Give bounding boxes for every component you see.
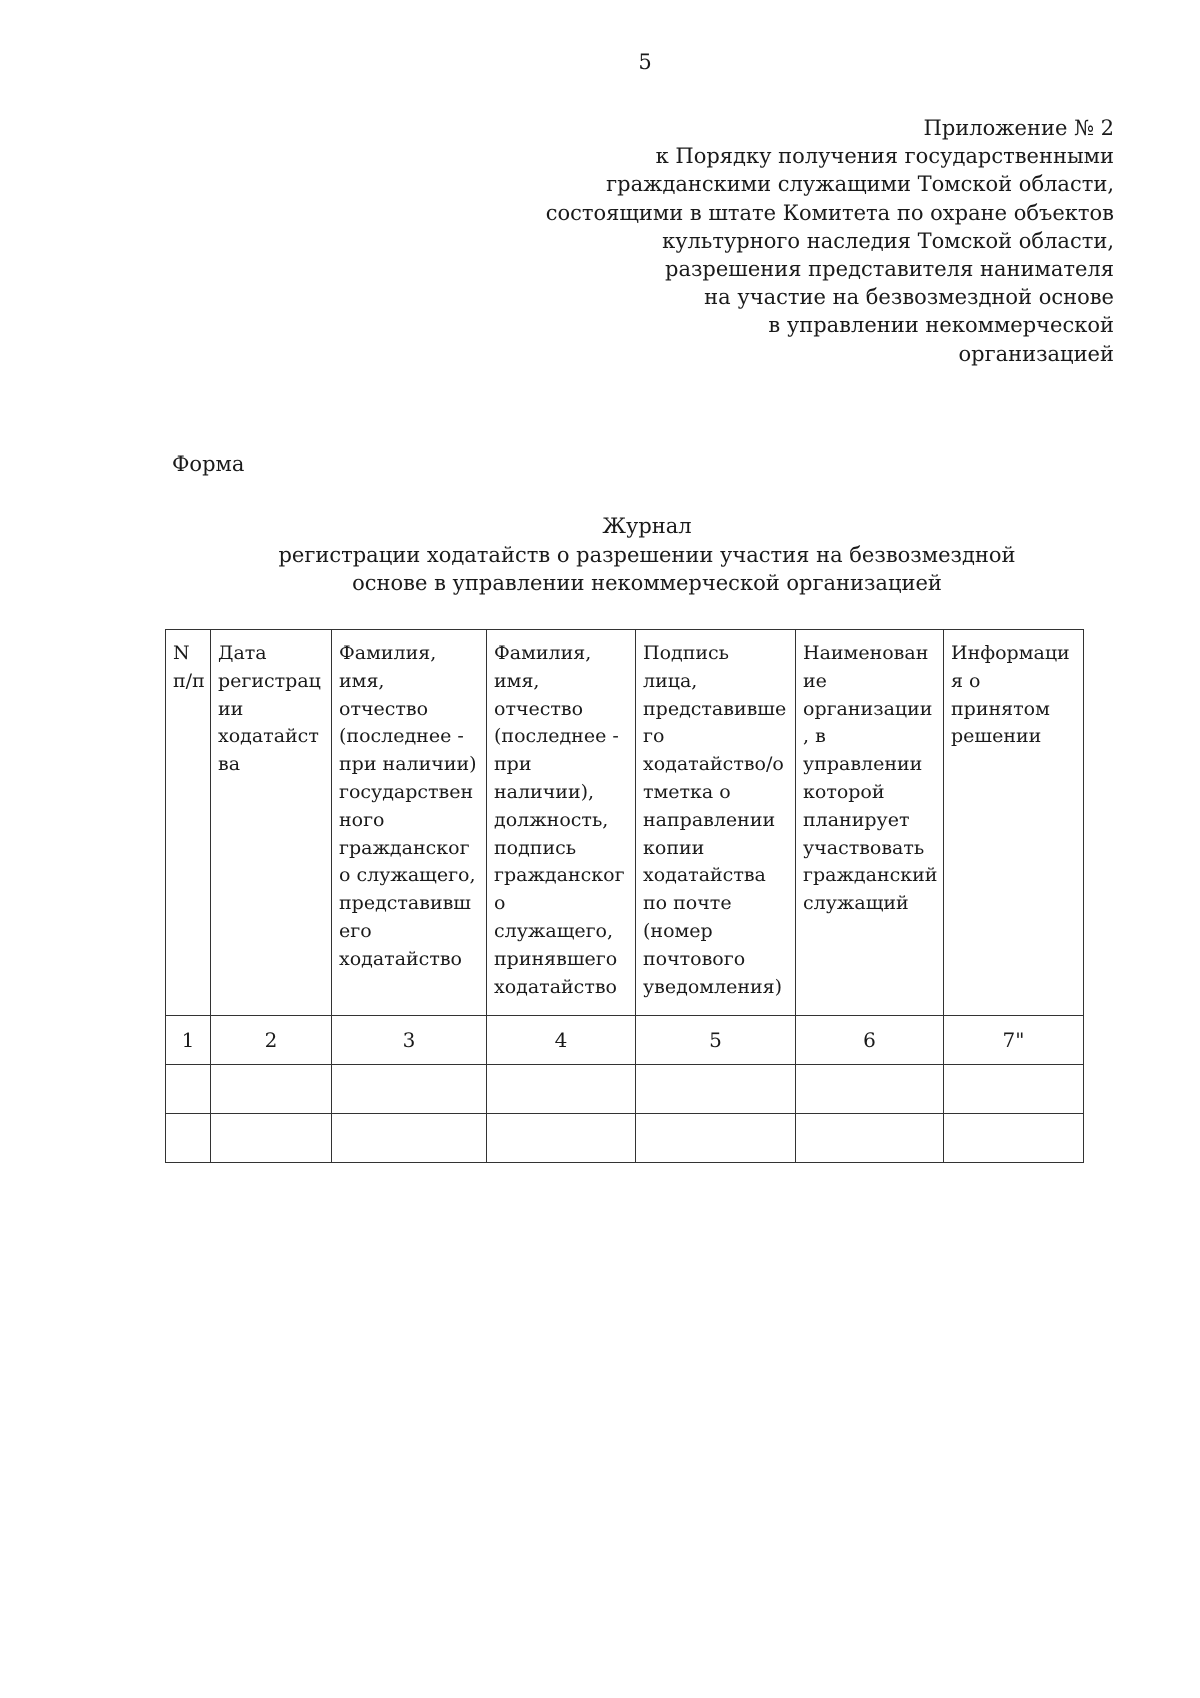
- table-row: [166, 1114, 1084, 1163]
- page-number: 5: [638, 50, 652, 74]
- appendix-line: к Порядку получения государственными: [655, 144, 1114, 169]
- journal-title-line: регистрации ходатайств о разрешении участия на безвозмездной: [278, 542, 1016, 567]
- table-cell[interactable]: [166, 1065, 211, 1114]
- table-cell[interactable]: [332, 1114, 487, 1163]
- table-cell[interactable]: [636, 1114, 796, 1163]
- column-number-cell: 3: [332, 1016, 487, 1065]
- journal-title-line: основе в управлении некоммерческой организацией: [352, 571, 942, 595]
- appendix-line: разрешения представителя нанимателя: [665, 257, 1114, 282]
- table-header-row: [166, 630, 1084, 1016]
- form-label: Форма: [172, 452, 245, 476]
- registration-table: [165, 629, 1084, 1163]
- header-cell-decision: [944, 630, 1084, 1016]
- table-cell[interactable]: [487, 1065, 636, 1114]
- table-cell[interactable]: [944, 1114, 1084, 1163]
- appendix-line: Приложение № 2: [923, 116, 1114, 140]
- table-cell[interactable]: [211, 1065, 332, 1114]
- header-text: Дата регистрац ии ходатайст ва: [218, 642, 321, 776]
- appendix-line: гражданскими служащими Томской области,: [606, 172, 1114, 197]
- appendix-line: в управлении некоммерческой: [768, 313, 1114, 338]
- table-cell[interactable]: [944, 1065, 1084, 1114]
- table-cell[interactable]: [166, 1114, 211, 1163]
- table-row: [166, 1065, 1084, 1114]
- column-number-cell: 4: [487, 1016, 636, 1065]
- column-number-cell: 6: [796, 1016, 944, 1065]
- column-number-cell: 1: [166, 1016, 211, 1065]
- journal-title: [172, 512, 1122, 598]
- header-cell-signature: [636, 630, 796, 1016]
- appendix-line: культурного наследия Томской области,: [662, 228, 1114, 253]
- table-cell[interactable]: [796, 1065, 944, 1114]
- header-text: N п/п: [173, 642, 205, 692]
- header-cell-receiver-name: [487, 630, 636, 1016]
- table-cell[interactable]: [487, 1114, 636, 1163]
- appendix-line: состоящими в штате Комитета по охране объектов: [545, 200, 1114, 225]
- header-text: Фамилия, имя, отчество (последнее - при наличии), должность, подпись гражданског о служащего, принявшего ходатайство: [494, 642, 625, 998]
- column-number-cell: 2: [211, 1016, 332, 1065]
- header-text: Информаци я о принятом решении: [951, 642, 1070, 748]
- appendix-line: на участие на безвозмездной основе: [704, 285, 1114, 310]
- header-cell-organization: [796, 630, 944, 1016]
- appendix-block: [414, 114, 1114, 368]
- table-cell[interactable]: [796, 1114, 944, 1163]
- header-cell-registration-date: [211, 630, 332, 1016]
- table-cell[interactable]: [332, 1065, 487, 1114]
- header-text: Подпись лица, представивше го ходатайство/о тметка о направлении копии ходатайства по почте (номер почтового уведомления): [643, 642, 787, 998]
- header-cell-applicant-name: [332, 630, 487, 1016]
- column-number-row: [166, 1016, 1084, 1065]
- table-cell[interactable]: [211, 1114, 332, 1163]
- header-cell-number: [166, 630, 211, 1016]
- column-number-cell: 5: [636, 1016, 796, 1065]
- table-cell[interactable]: [636, 1065, 796, 1114]
- appendix-line: организацией: [958, 341, 1114, 366]
- header-text: Наименован ие организации , в управлении которой планирует участвовать гражданский служащий: [803, 642, 938, 915]
- journal-title-line: Журнал: [602, 514, 692, 538]
- header-text: Фамилия, имя, отчество (последнее - при наличии) государствен ного гражданског о служащего, представивш его ходатайство: [339, 642, 477, 970]
- column-number-cell: 7": [944, 1016, 1084, 1065]
